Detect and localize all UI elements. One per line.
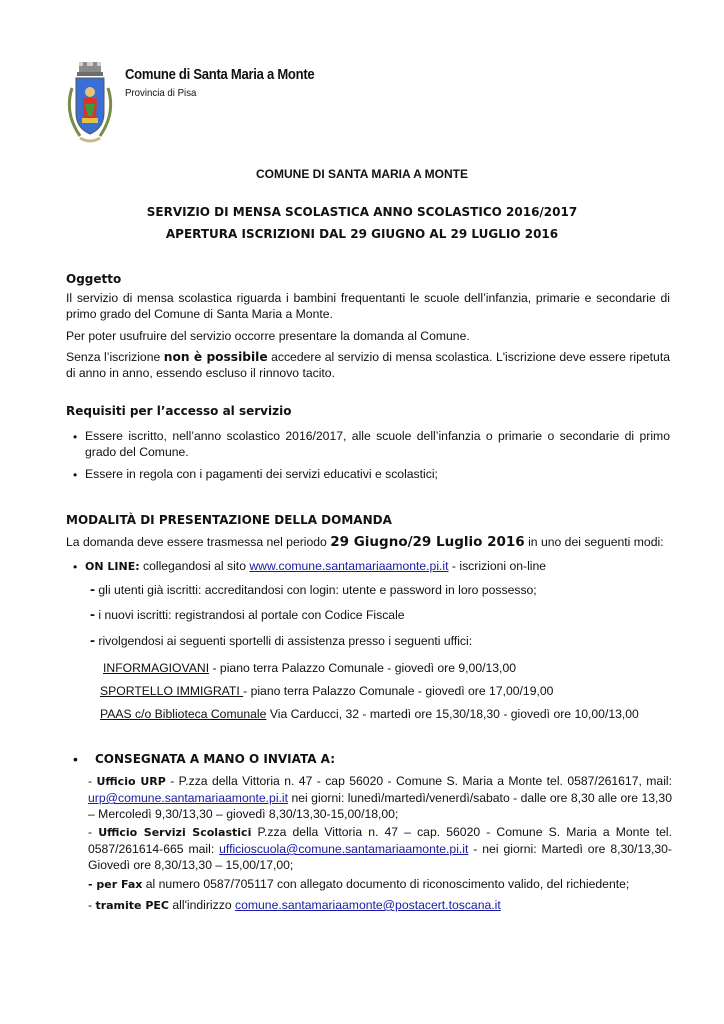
oggetto-paragraph-2: Per poter usufruire del servizio occorre presentare la domanda al Comune. bbox=[66, 329, 470, 343]
requisito-item: Essere iscritto, nell’anno scolastico 2016/2017, alle scuole dell’infanzia o primarie o secondarie di primo grado del Comune. bbox=[85, 429, 670, 459]
coat-of-arms bbox=[60, 58, 120, 148]
consegna-fax: - per Fax al numero 0587/705117 con allegato documento di riconoscimento valido, del richiedente; bbox=[88, 877, 630, 891]
title-servizio: SERVIZIO DI MENSA SCOLASTICA ANNO SCOLASTICO 2016/2017 bbox=[146, 205, 578, 219]
consegna-pec: - tramite PEC all'indirizzo comune.santamariaamonte@postacert.toscana.it bbox=[88, 898, 501, 912]
title-comune: COMUNE DI SANTA MARIA A MONTE bbox=[256, 167, 468, 181]
bullet-icon: • bbox=[73, 468, 78, 482]
pec-mail-link[interactable]: comune.santamariaamonte@postacert.toscana.it bbox=[235, 898, 501, 912]
urp-mail-link[interactable]: urp@comune.santamariaamonte.pi.it bbox=[88, 791, 289, 805]
online-line: ON LINE: collegandosi al sito www.comune.santamariaamonte.pi.it - iscrizioni on-line bbox=[85, 559, 547, 573]
heading-oggetto: Oggetto bbox=[66, 272, 122, 286]
office-informagiovani: INFORMAGIOVANI - piano terra Palazzo Comunale - giovedì ore 9,00/13,00 bbox=[103, 661, 516, 675]
oggetto-paragraph-3: Senza l’iscrizione non è possibile accedere al servizio di mensa scolastica. L'iscrizione deve essere ripetuta di anno in anno, essendo escluso il rinnovo tacito. bbox=[66, 350, 670, 380]
online-site-link[interactable]: www.comune.santamariaamonte.pi.it bbox=[249, 559, 449, 573]
province-name: Provincia di Pisa bbox=[125, 87, 197, 99]
online-sub-item: - i nuovi iscritti: registrandosi al portale con Codice Fiscale bbox=[90, 606, 405, 623]
modalita-intro: La domanda deve essere trasmessa nel periodo 29 Giugno/29 Luglio 2016 in uno dei seguenti modi: bbox=[66, 534, 664, 550]
heading-requisiti: Requisiti per l’accesso al servizio bbox=[66, 404, 292, 418]
heading-modalita: MODALITÀ DI PRESENTAZIONE DELLA DOMANDA bbox=[66, 513, 392, 527]
oggetto-paragraph-1: Il servizio di mensa scolastica riguarda i bambini frequentanti le scuole dell’infanzia, primarie e secondarie di primo grado del Comune di Santa Maria a Monte. bbox=[66, 291, 670, 321]
online-sub-item: - gli utenti già iscritti: accreditandosi con login: utente e password in loro possesso; bbox=[90, 581, 537, 598]
consegna-urp: - Ufficio URP - P.zza della Vittoria n. 47 - cap 56020 - Comune S. Maria a Monte tel. 0587/261617, mail: urp@comune.santamariaamonte.pi.it nei giorni: lunedì/martedì/venerdì/sabato - dalle ore 8,30 alle ore 13,30 – Mercoledì 9,30/13,30 – giovedì 8,30/13,30-15,00/18,00; bbox=[88, 774, 673, 821]
town-name: Comune di Santa Maria a Monte bbox=[125, 67, 315, 83]
heading-consegna: CONSEGNATA A MANO O INVIATA A: bbox=[95, 752, 335, 766]
requisito-item: Essere in regola con i pagamenti dei servizi educativi e scolastici; bbox=[85, 467, 438, 481]
bullet-icon: • bbox=[73, 430, 78, 444]
bullet-icon: • bbox=[73, 751, 78, 767]
bullet-icon: • bbox=[73, 560, 78, 574]
title-apertura: APERTURA ISCRIZIONI DAL 29 GIUGNO AL 29 LUGLIO 2016 bbox=[165, 227, 559, 241]
online-sub-item: - rivolgendosi ai seguenti sportelli di assistenza presso i seguenti uffici: bbox=[90, 632, 473, 649]
office-paas: PAAS c/o Biblioteca Comunale Via Carducci, 32 - martedì ore 15,30/18,30 - giovedì ore 10,00/13,00 bbox=[100, 707, 639, 721]
consegna-servizi-scolastici: - Ufficio Servizi Scolastici P.zza della Vittoria n. 47 – cap. 56020 - Comune S. Maria a Monte tel. 0587/261614-665 mail: ufficioscuola@comune.santamariaamonte.pi.it - nei giorni: Martedì ore 8,30/13,30-Giovedì ore 8,30/13,30 – 15,00/17,00; bbox=[88, 825, 672, 872]
office-sportello-immigrati: SPORTELLO IMMIGRATI - piano terra Palazzo Comunale - giovedì ore 17,00/19,00 bbox=[100, 684, 554, 698]
scuola-mail-link[interactable]: ufficioscuola@comune.santamariaamonte.pi.it bbox=[219, 842, 469, 856]
